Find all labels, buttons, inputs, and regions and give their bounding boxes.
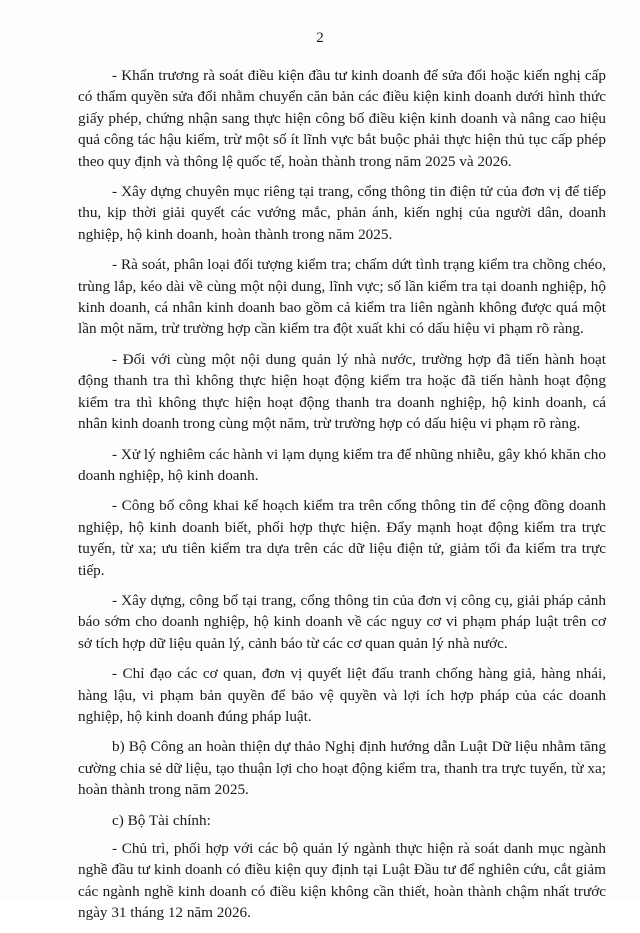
paragraph-ministry-public-security: b) Bộ Công an hoàn thiện dự thảo Nghị định hướng dẫn Luật Dữ liệu nhằm tăng cường chia sẻ dữ liệu, tạo thuận lợi cho hoạt động kiểm tra, thanh tra trực tuyến, từ xa; hoàn thành trong năm 2025. [78, 738, 606, 799]
document-body [78, 65, 606, 933]
paragraph-handle-abuse: - Xử lý nghiêm các hành vi lạm dụng kiểm tra để nhũng nhiễu, gây khó khăn cho doanh nghiệp, hộ kinh doanh. [78, 445, 606, 484]
paragraph-early-warning: - Xây dựng, công bố tại trang, cổng thông tin của đơn vị công cụ, giải pháp cảnh báo sớm cho doanh nghiệp, hộ kinh doanh về các nguy cơ vi phạm pháp luật trên cơ sở tích hợp dữ liệu quản lý, cảnh báo từ các cơ quan quản lý nhà nước. [78, 591, 606, 652]
paragraph-publish-plan: - Công bố công khai kế hoạch kiểm tra trên cổng thông tin để cộng đồng doanh nghiệp, hộ kinh doanh biết, phối hợp thực hiện. Đẩy mạnh hoạt động kiểm tra trực tuyến, từ xa; ưu tiên kiểm tra dựa trên các dữ liệu điện tử, giảm tối đa kiểm tra trực tiếp. [78, 497, 606, 579]
paragraph-counterfeit: - Chỉ đạo các cơ quan, đơn vị quyết liệt đấu tranh chống hàng giả, hàng nhái, hàng lậu, vi phạm bản quyền để bảo vệ quyền và lợi ích hợp pháp của các doanh nghiệp, hộ kinh doanh đúng pháp luật. [78, 665, 606, 725]
paragraph-ministry-finance-task: - Chủ trì, phối hợp với các bộ quản lý ngành thực hiện rà soát danh mục ngành nghề đầu tư kinh doanh có điều kiện quy định tại Luật Đầu tư để nghiên cứu, cắt giảm các ngành nghề kinh doanh có điều kiện không cần thiết, hoàn thành chậm nhất trước ngày 31 tháng 12 năm 2026. [78, 840, 606, 922]
paragraph-inspection-classification: - Rà soát, phân loại đối tượng kiểm tra; chấm dứt tình trạng kiểm tra chồng chéo, trùng lắp, kéo dài về cùng một nội dung, lĩnh vực; số lần kiểm tra tại doanh nghiệp, hộ kinh doanh, cá nhân kinh doanh bao gồm cả kiểm tra liên ngành không được quá một lần một năm, trừ trường hợp cần kiểm tra đột xuất khi có dấu hiệu vi phạm rõ ràng. [78, 256, 606, 338]
paragraph-ministry-finance-heading: c) Bộ Tài chính: [112, 811, 211, 829]
page-number: 2 [316, 30, 324, 46]
paragraph-inspection-vs-audit: - Đối với cùng một nội dung quản lý nhà nước, trường hợp đã tiến hành hoạt động thanh tra thì không thực hiện hoạt động kiểm tra hoặc đã tiến hành hoạt động kiểm tra thì không thực hiện hoạt động thanh tra doanh nghiệp, hộ kinh doanh, cá nhân kinh doanh trong cùng một năm, trừ trường hợp có dấu hiệu vi phạm rõ ràng. [78, 350, 606, 433]
paragraph-business-conditions-review: - Khẩn trương rà soát điều kiện đầu tư kinh doanh để sửa đổi hoặc kiến nghị cấp có thẩm quyền sửa đổi nhằm chuyển căn bản các điều kiện kinh doanh dưới hình thức giấy phép, chứng nhận sang thực hiện công bố điều kiện kinh doanh và nâng cao hiệu quả công tác hậu kiểm, trừ một số ít lĩnh vực bắt buộc phải thực hiện thủ tục cấp phép theo quy định và thông lệ quốc tế, hoàn thành trong năm 2025 và 2026. [78, 67, 606, 170]
paragraph-feedback-section: - Xây dựng chuyên mục riêng tại trang, cổng thông tin điện tử của đơn vị để tiếp thu, kịp thời giải quyết các vướng mắc, phản ánh, kiến nghị của người dân, doanh nghiệp, hộ kinh doanh, hoàn thành trong năm 2025. [78, 183, 606, 243]
